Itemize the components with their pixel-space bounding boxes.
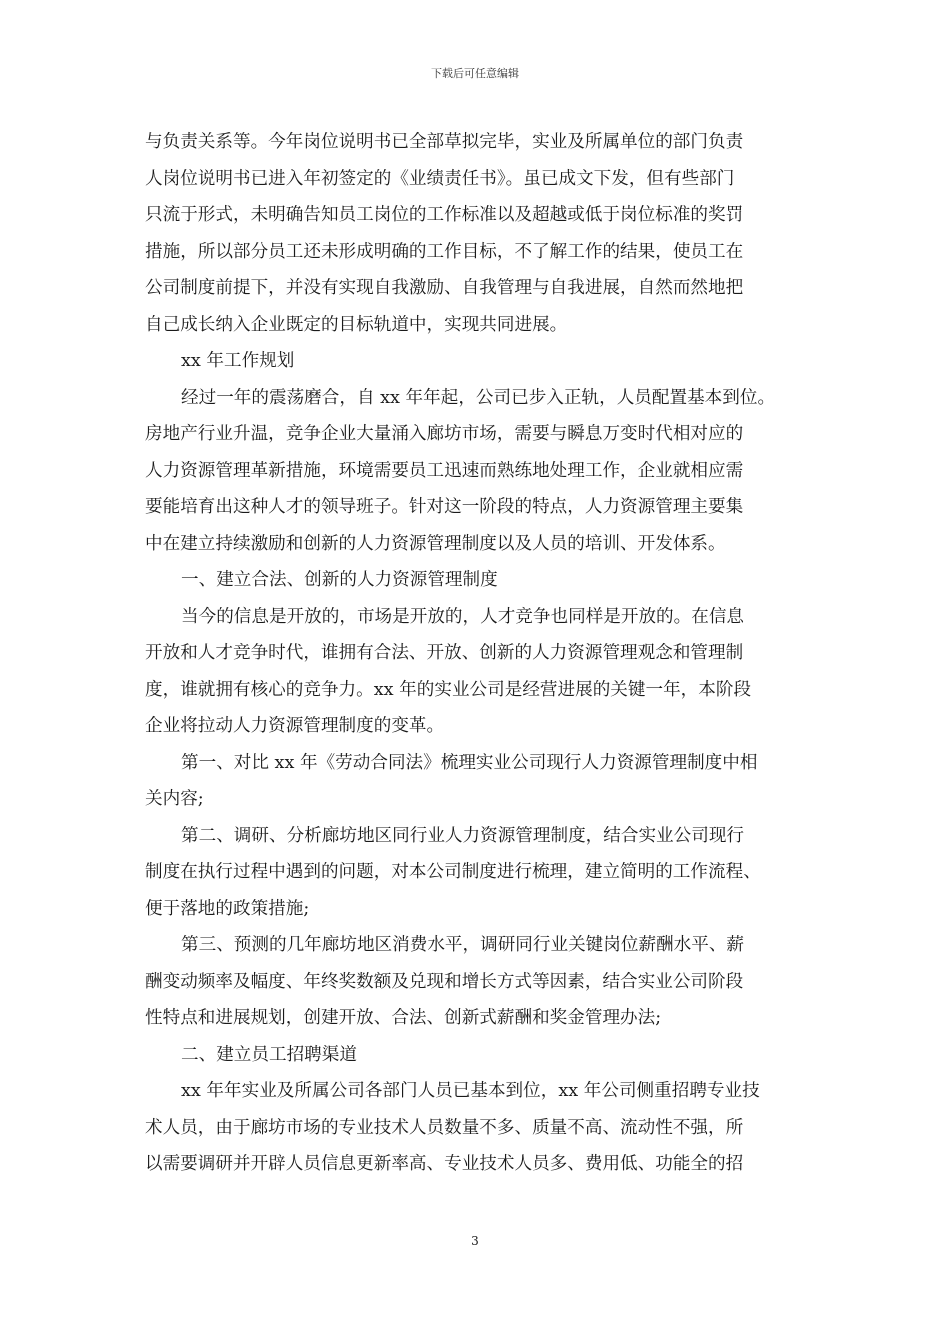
document-body [145,124,807,1183]
body-line: 酬变动频率及幅度、年终奖数额及兑现和增长方式等因素，结合实业公司阶段 [145,971,744,992]
body-line: 只流于形式，未明确告知员工岗位的工作标准以及超越或低于岗位标准的奖罚 [145,205,744,225]
body-line: 与负责关系等。今年岗位说明书已全部草拟完毕，实业及所属单位的部门负责 [145,132,744,152]
page-number: 3 [471,1234,479,1248]
body-line: 人力资源管理革新措施，环境需要员工迅速而熟练地处理工作，企业就相应需 [145,460,744,481]
body-line: 以需要调研并开辟人员信息更新率高、专业技术人员多、费用低、功能全的招 [145,1154,744,1174]
section-heading: xx 年工作规划 [181,351,295,371]
body-line: 术人员，由于廊坊市场的专业技术人员数量不多、质量不高、流动性不强，所 [145,1117,744,1138]
paragraph-first-line: 第二、调研、分析廊坊地区同行业人力资源管理制度，结合实业公司现行 [181,825,745,846]
paragraph-first-line: 第一、对比 xx 年《劳动合同法》梳理实业公司现行人力资源管理制度中相 [181,752,758,773]
body-line: 企业将拉动人力资源管理制度的变革。 [145,716,445,736]
body-line: 度，谁就拥有核心的竞争力。xx 年的实业公司是经营进展的关键一年，本阶段 [145,679,752,700]
section-heading: 一、建立合法、创新的人力资源管理制度 [181,570,498,590]
body-line: 要能培育出这种人才的领导班子。针对这一阶段的特点，人力资源管理主要集 [145,497,744,517]
paragraph-first-line: xx 年年实业及所属公司各部门人员已基本到位，xx 年公司侧重招聘专业技 [181,1081,760,1101]
paragraph-first-line: 经过一年的震荡磨合，自 xx 年年起，公司已步入正轨，人员配置基本到位。 [181,387,776,408]
paragraph-first-line: 当今的信息是开放的，市场是开放的，人才竞争也同样是开放的。在信息 [181,606,745,627]
section-heading: 二、建立员工招聘渠道 [181,1044,357,1065]
body-line: 性特点和进展规划，创建开放、合法、创新式薪酬和奖金管理办法; [145,1008,662,1028]
body-line: 人岗位说明书已进入年初签定的《业绩责任书》。虽已成文下发，但有些部门 [145,168,735,189]
body-line: 措施，所以部分员工还未形成明确的工作目标，不了解工作的结果，使员工在 [145,241,744,262]
body-line: 公司制度前提下，并没有实现自我激励、自我管理与自我进展，自然而然地把 [145,278,744,298]
body-line: 制度在执行过程中遇到的问题，对本公司制度进行梳理，建立简明的工作流程、 [145,862,761,882]
body-line: 关内容; [145,789,204,809]
page-header: 下载后可任意编辑 [431,67,519,80]
body-line: 开放和人才竞争时代，谁拥有合法、开放、创新的人力资源管理观念和管理制 [145,643,744,663]
body-line: 中在建立持续激励和创新的人力资源管理制度以及人员的培训、开发体系。 [145,533,726,554]
body-line: 房地产行业升温，竞争企业大量涌入廊坊市场，需要与瞬息万变时代相对应的 [145,424,744,444]
paragraph-first-line: 第三、预测的几年廊坊地区消费水平，调研同行业关键岗位薪酬水平、薪 [181,935,745,955]
body-line: 自己成长纳入企业既定的目标轨道中，实现共同进展。 [145,314,568,335]
body-line: 便于落地的政策措施; [145,898,310,919]
